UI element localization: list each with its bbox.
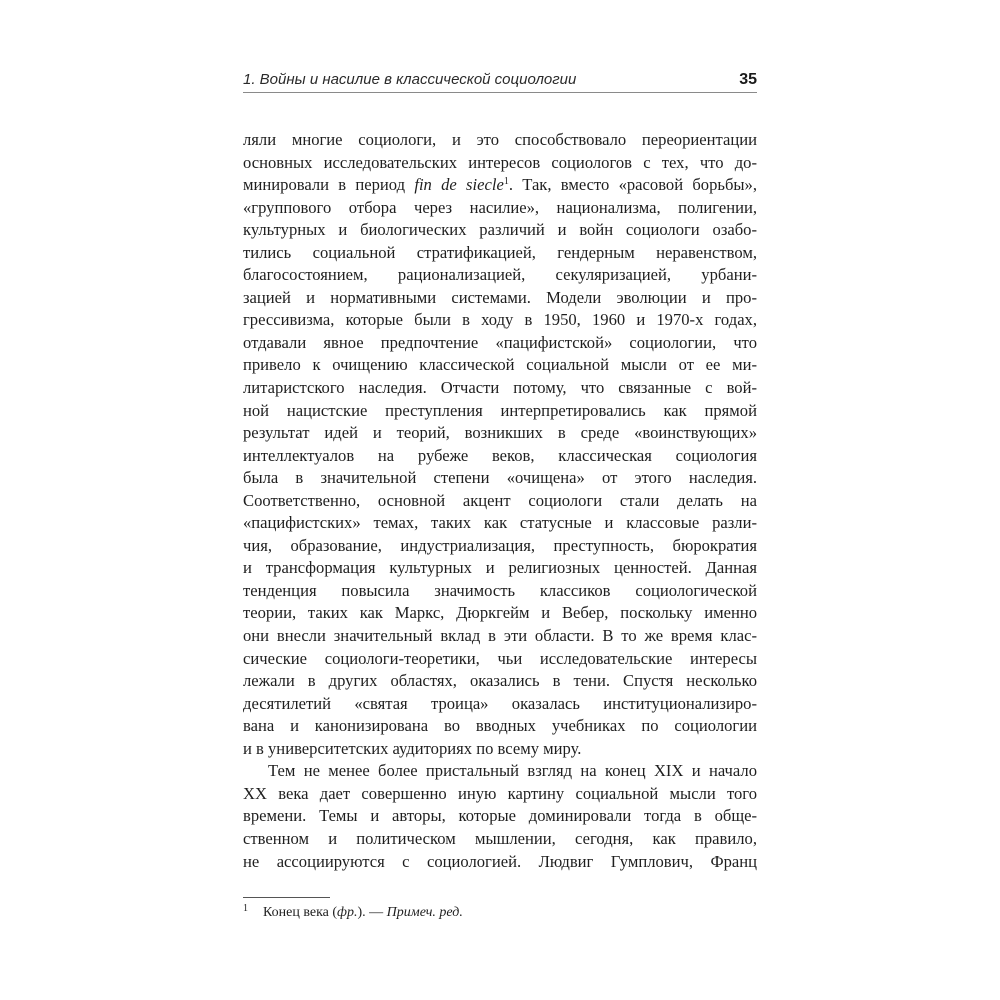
paragraph-2 xyxy=(243,760,757,873)
footnote-reference[interactable]: 1 xyxy=(503,176,509,188)
footnote-italic: фр. xyxy=(337,905,358,920)
text-line: чия, образование, индустриализация, преступность, бюрократия xyxy=(243,535,757,555)
footnote: 1 Конец века (фр.). — Примеч. ред. xyxy=(243,903,463,920)
text-line: тенденция повысила значимость классиков социологической xyxy=(243,580,757,600)
page-number: 35 xyxy=(739,71,757,88)
text-line: лежали в других областях, оказались в тени. Спустя несколько xyxy=(243,671,757,691)
text-line: времени. Темы и авторы, которые доминировали тогда в обще- xyxy=(243,806,757,826)
footnote-text: Конец века ( xyxy=(263,905,338,920)
text-line: Тем не менее более пристальный взгляд на конец XIX и начало xyxy=(268,761,757,781)
text-line: «группового отбора через насилие», национализма, полигении, xyxy=(243,197,757,217)
text-line: XX века дает совершенно иную картину социальной мысли того xyxy=(243,783,757,803)
text-line: отдавали явное предпочтение «пацифистской» социологии, что xyxy=(243,332,757,352)
text-line: результат идей и теорий, возникших в среде «воинствующих» xyxy=(243,423,757,443)
italic-phrase: fin de siecle xyxy=(414,175,504,195)
text-line: культурных и биологических различий и войн социологи озабо- xyxy=(243,220,757,240)
body-text xyxy=(243,129,757,873)
text-line: теории, таких как Маркс, Дюркгейм и Вебер, поскольку именно xyxy=(243,603,757,623)
paragraph-1 xyxy=(243,129,757,760)
running-title: 1. Войны и насилие в классической социологии xyxy=(243,71,577,88)
text-line: литаристского наследия. Отчасти потому, что связанные с вой- xyxy=(243,378,757,398)
text-line: и в университетских аудиториях по всему миру. xyxy=(243,738,582,758)
text-line xyxy=(243,174,757,197)
text-line: ляли многие социологи, и это способствовало переориентации xyxy=(243,130,757,149)
text-line: тились социальной стратификацией, гендерным неравенством, xyxy=(243,242,757,262)
text-line: привело к очищению классической социальной мысли от ее ми- xyxy=(243,355,757,375)
text-line: десятилетий «святая троица» оказалась институционализиро- xyxy=(243,693,757,713)
text-line: сические социологи-теоретики, чьи исследовательские интересы xyxy=(243,648,757,668)
text-line: и трансформация культурных и религиозных ценностей. Данная xyxy=(243,558,757,578)
text-line: грессивизма, которые были в ходу в 1950, 1960 и 1970-х годах, xyxy=(243,310,757,330)
footnote-text: ). — xyxy=(357,905,387,920)
text-line: благосостоянием, рационализацией, секуляризацией, урбани- xyxy=(243,265,757,285)
header-divider xyxy=(243,92,757,93)
text-line: была в значительной степени «очищена» от этого наследия. xyxy=(243,468,757,488)
footnote-divider xyxy=(243,897,330,898)
text-line: не ассоциируются с социологией. Людвиг Гумплович, Франц xyxy=(243,851,757,871)
running-header xyxy=(243,69,757,91)
text-segment: . Так, вместо «расовой борьбы», xyxy=(508,175,757,195)
text-line: «пацифистских» темах, таких как статусные и классовые разли- xyxy=(243,513,757,533)
text-line: ной нацистские преступления интерпретировались как прямой xyxy=(243,400,757,420)
text-line: вана и канонизирована во вводных учебниках по социологии xyxy=(243,716,757,736)
text-line: зацией и нормативными системами. Модели эволюции и про- xyxy=(243,287,757,307)
text-line: они внесли значительный вклад в эти области. В то же время клас- xyxy=(243,626,757,646)
footnote-editor-note: Примеч. ред. xyxy=(386,905,463,920)
text-line: основных исследовательских интересов социологов с тех, что до- xyxy=(243,152,757,172)
text-segment: минировали в период xyxy=(243,175,415,195)
text-line: Соответственно, основной акцент социологи стали делать на xyxy=(243,490,757,510)
text-line: ственном и политическом мышлении, сегодня, как правило, xyxy=(243,828,757,848)
text-line: интеллектуалов на рубеже веков, классическая социология xyxy=(243,445,757,465)
